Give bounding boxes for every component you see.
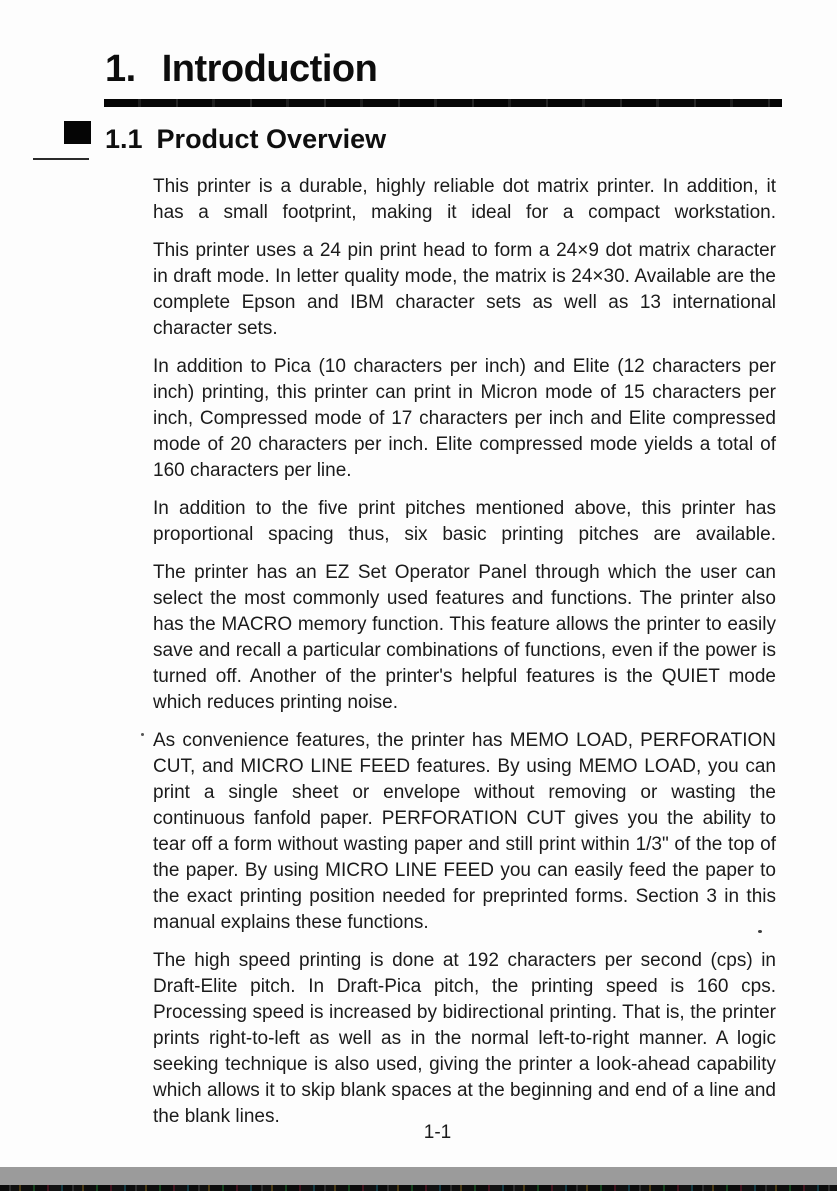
paragraph: As convenience features, the printer has MEMO LOAD, PERFORATION CUT, and MICRO LINE FEED features. By using MEMO LOAD, you can print a single sheet or envelope without removing or wasting the continuous fanfold paper. PERFORATION CUT gives you the ability to tear off a form without wasting paper and still print within 1/3" of the top of the paper. By using MICRO LINE FEED you can easily feed the paper to the exact printing position needed for preprinted forms. Section 3 in this manual explains these functions. bbox=[153, 730, 776, 933]
section-marker-underline bbox=[33, 158, 89, 160]
paragraph: The high speed printing is done at 192 characters per second (cps) in Draft-Elite pitch. In Draft-Pica pitch, the printing speed is 160 cps. Processing speed is increased by bidirectional printing. That is, the printer prints right-to-left as well as in the normal left-to-right manner. A logic seeking technique is also used, giving the printer a look-ahead capability which allows it to skip blank spaces at the beginning and end of a line and the blank lines. bbox=[153, 950, 776, 1127]
section-heading bbox=[105, 126, 386, 153]
chapter-title-text: Introduction bbox=[161, 48, 378, 90]
paragraph: This printer is a durable, highly reliable dot matrix printer. In addition, it has a small footprint, making it ideal for a compact workstation. bbox=[153, 176, 776, 223]
section-number: 1.1 bbox=[105, 124, 143, 154]
scan-speck bbox=[141, 733, 144, 736]
scan-edge-gray-band bbox=[0, 1167, 837, 1185]
scan-speck bbox=[758, 930, 762, 933]
paragraph: This printer uses a 24 pin print head to form a 24×9 dot matrix character in draft mode. In letter quality mode, the matrix is 24×30. Available are the complete Epson and IBM character sets as well as 13 international character sets. bbox=[153, 240, 776, 339]
paragraph: In addition to the five print pitches mentioned above, this printer has proportional spacing thus, six basic printing pitches are available. bbox=[153, 498, 776, 545]
chapter-number: 1. bbox=[105, 48, 136, 90]
section-marker-square bbox=[64, 121, 91, 144]
paragraph: The printer has an EZ Set Operator Panel through which the user can select the most commonly used features and functions. The printer also has the MACRO memory function. This feature allows the printer to easily save and recall a particular combinations of functions, even if the power is turned off. Another of the printer's helpful features is the QUIET mode which reduces printing noise. bbox=[153, 562, 776, 713]
body-text-column bbox=[153, 174, 776, 1142]
section-title-text: Product Overview bbox=[156, 124, 387, 154]
chapter-title bbox=[105, 50, 377, 88]
page-number: 1-1 bbox=[423, 1122, 452, 1143]
paragraph: In addition to Pica (10 characters per inch) and Elite (12 characters per inch) printing, this printer can print in Micron mode of 15 characters per inch, Compressed mode of 17 characters per inch and Elite compressed mode of 20 characters per inch. Elite compressed mode yields a total of 160 characters per line. bbox=[153, 356, 776, 481]
scan-edge-dark-strip bbox=[0, 1185, 837, 1191]
title-rule-divider bbox=[104, 99, 782, 107]
